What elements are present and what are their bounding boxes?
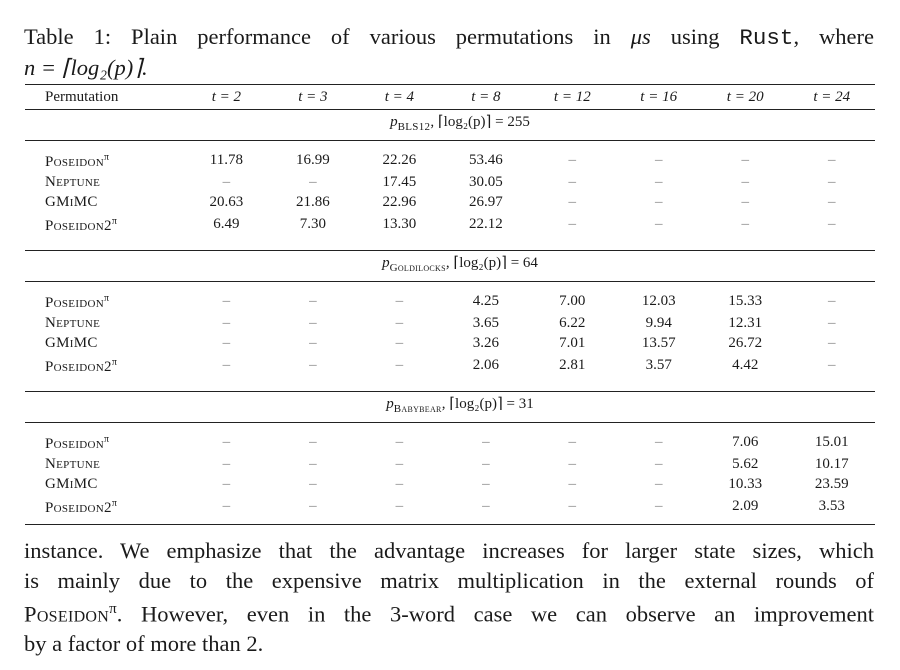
table-cell: – — [568, 152, 577, 168]
paragraph-line-1: instance. We emphasize that the advantage increases for larger state sizes, which — [24, 538, 874, 563]
table-cell: 7.30 — [299, 216, 327, 232]
table-cell: – — [309, 315, 317, 331]
table-cell: – — [568, 216, 577, 232]
row-label — [25, 212, 183, 236]
permutation-name: GMiMC — [45, 194, 98, 210]
table-cell: – — [741, 216, 749, 232]
permutation-name: Poseidon — [45, 295, 105, 311]
table-cell: – — [741, 174, 749, 190]
spacer-row — [25, 423, 875, 431]
table-cell: 22.26 — [382, 152, 417, 168]
table-cell: 3.26 — [472, 335, 500, 351]
section-header-row — [25, 251, 875, 282]
table-cell: 7.06 — [732, 434, 759, 450]
table-cell: – — [568, 498, 577, 514]
pi-superscript: π — [111, 216, 117, 227]
caption-rust: Rust — [739, 25, 794, 51]
table-cell: – — [395, 456, 404, 472]
table-cell: – — [222, 315, 231, 331]
header-t4: t = 4 — [356, 85, 443, 110]
table-cell: – — [309, 434, 317, 450]
table-cell: – — [568, 174, 577, 190]
header-t2: t = 2 — [183, 85, 270, 110]
table-cell: 10.17 — [814, 456, 849, 472]
table-cell: 12.31 — [728, 315, 763, 331]
row-label — [25, 289, 183, 313]
permutation-name: Neptune — [45, 315, 101, 331]
table-cell: – — [827, 194, 836, 210]
table-cell: – — [395, 293, 404, 309]
table-cell: – — [395, 498, 404, 514]
table-cell: – — [222, 476, 231, 492]
table-cell: – — [309, 357, 317, 373]
table-cell: 4.42 — [732, 357, 759, 373]
header-t16: t = 16 — [615, 85, 702, 110]
table-row — [25, 212, 875, 236]
table-cell: 13.57 — [641, 335, 676, 351]
table-cell: – — [827, 315, 836, 331]
row-label — [25, 172, 183, 192]
table-cell: – — [309, 456, 317, 472]
table-cell: – — [827, 174, 836, 190]
table-row — [25, 474, 875, 494]
caption-line-1 — [24, 22, 874, 53]
paragraph-line-4: by a factor of more than 2. — [24, 631, 264, 656]
table-cell: – — [395, 476, 404, 492]
table-cell: – — [568, 456, 577, 472]
separator-row — [25, 518, 875, 525]
table-cell: – — [654, 456, 663, 472]
table-cell: – — [222, 357, 231, 373]
table-cell: – — [222, 335, 231, 351]
table-cell: – — [395, 434, 404, 450]
row-label — [25, 353, 183, 377]
table-caption — [24, 22, 874, 82]
table-cell: – — [309, 174, 317, 190]
table-cell: – — [741, 194, 749, 210]
caption-text-middle: using — [650, 24, 740, 49]
paragraph-line-2: is mainly due to the expensive matrix multiplication in the external rounds of — [24, 567, 874, 593]
caption-text: Table 1: Plain performance of various permutations in — [24, 24, 631, 49]
permutation-name: Poseidon2 — [45, 218, 112, 234]
caption-unit: μs — [630, 24, 651, 49]
paragraph-line-3-rest: . However, even in the 3-word case we can observe an improvement — [116, 601, 874, 627]
row-label — [25, 474, 183, 494]
section-header-row — [25, 110, 875, 141]
table-cell: – — [568, 476, 577, 492]
table-cell: – — [741, 152, 749, 168]
table-cell: 7.01 — [559, 335, 586, 351]
table-cell: – — [827, 216, 836, 232]
table-row — [25, 192, 875, 212]
row-label — [25, 192, 183, 212]
permutation-name: GMiMC — [45, 335, 98, 351]
row-label — [25, 430, 183, 454]
performance-table — [25, 84, 875, 525]
table-cell: – — [395, 357, 404, 373]
table-row — [25, 289, 875, 313]
table-cell: – — [482, 434, 490, 450]
table-cell: 30.05 — [469, 174, 503, 190]
table-row — [25, 454, 875, 474]
table-cell: 3.57 — [645, 357, 672, 373]
pi-superscript: π — [104, 293, 110, 304]
header-permutation: Permutation — [25, 85, 183, 110]
section-header-row — [25, 392, 875, 423]
table-cell: – — [395, 315, 404, 331]
table-cell: – — [654, 152, 663, 168]
table-cell: – — [222, 293, 231, 309]
pi-superscript: π — [111, 498, 117, 509]
caption-text-after: , where — [793, 24, 874, 49]
permutation-name: Poseidon2 — [45, 500, 112, 516]
table-cell: – — [654, 174, 663, 190]
table-cell: 12.03 — [641, 293, 676, 309]
row-label — [25, 333, 183, 353]
permutation-name: Neptune — [45, 174, 101, 190]
table-cell: – — [827, 335, 836, 351]
table-row — [25, 172, 875, 192]
table-cell: 5.62 — [732, 456, 759, 472]
table-cell: – — [568, 434, 577, 450]
table-cell: 6.22 — [559, 315, 586, 331]
table-cell: – — [827, 357, 836, 373]
permutation-name: Poseidon — [45, 154, 105, 170]
separator-row — [25, 377, 875, 392]
table-row — [25, 494, 875, 518]
table-cell: 26.97 — [469, 194, 503, 210]
row-label — [25, 454, 183, 474]
table-cell: 21.86 — [296, 194, 330, 210]
table-cell: 22.96 — [382, 194, 417, 210]
table-cell: – — [568, 194, 577, 210]
table-cell: 15.33 — [728, 293, 763, 309]
permutation-name: Poseidon — [45, 436, 105, 452]
table-cell: 11.78 — [209, 152, 243, 168]
table-cell: – — [654, 194, 663, 210]
pi-superscript: π — [104, 434, 110, 445]
table-cell: – — [309, 293, 317, 309]
table-cell: 4.25 — [472, 293, 500, 309]
table-cell: – — [222, 498, 231, 514]
table-cell: – — [827, 293, 836, 309]
table-row — [25, 333, 875, 353]
table-cell: 7.00 — [559, 293, 586, 309]
table-cell: 2.81 — [559, 357, 586, 373]
row-label — [25, 494, 183, 518]
table-cell: 6.49 — [213, 216, 240, 232]
table-cell: – — [482, 476, 490, 492]
pi-superscript: π — [111, 357, 117, 368]
table-body — [25, 110, 875, 525]
table-row — [25, 430, 875, 454]
table-row — [25, 148, 875, 172]
table-cell: 23.59 — [814, 476, 849, 492]
table-cell: – — [309, 335, 317, 351]
table-cell: – — [309, 498, 317, 514]
header-t20: t = 20 — [702, 85, 789, 110]
row-label — [25, 148, 183, 172]
poseidon-name: Poseidon — [24, 601, 110, 627]
table-cell: 20.63 — [209, 194, 244, 210]
permutation-name: GMiMC — [45, 476, 98, 492]
permutation-name: Neptune — [45, 456, 101, 472]
table-row — [25, 353, 875, 377]
separator-row — [25, 236, 875, 251]
table-row — [25, 313, 875, 333]
table-cell: 9.94 — [645, 315, 672, 331]
table-cell: – — [827, 152, 836, 168]
table-cell: – — [654, 498, 663, 514]
table-cell: 17.45 — [382, 174, 417, 190]
body-paragraph — [24, 536, 874, 659]
pi-superscript: π — [109, 601, 117, 617]
spacer-row — [25, 282, 875, 290]
paragraph-line-3 — [24, 595, 874, 629]
table-cell: 2.09 — [732, 498, 759, 514]
permutation-name: Poseidon2 — [45, 359, 112, 375]
table-cell: 16.99 — [296, 152, 330, 168]
section-label: $p_{Goldilocks}$, ⌈log₂(p)⌉ = 64 — [25, 251, 875, 282]
table-cell: – — [654, 216, 663, 232]
section-label: $p_{BLS12}$, ⌈log₂(p)⌉ = 255 — [25, 110, 875, 141]
table-cell: – — [222, 434, 231, 450]
caption-line-2: n = ⌈log₂(p)⌉. — [24, 55, 148, 80]
table-cell: – — [654, 476, 663, 492]
table-cell: – — [654, 434, 663, 450]
table-cell: 26.72 — [728, 335, 763, 351]
table-cell: – — [222, 456, 231, 472]
table-cell: 10.33 — [728, 476, 763, 492]
table-cell: – — [482, 498, 490, 514]
table-header-row — [25, 85, 875, 110]
table-cell: 53.46 — [469, 152, 503, 168]
table-cell: 2.06 — [472, 357, 500, 373]
table-cell: 15.01 — [814, 434, 849, 450]
table-cell: 3.65 — [472, 315, 500, 331]
table-cell: – — [309, 476, 317, 492]
table-cell: 22.12 — [469, 216, 503, 232]
table-cell: – — [222, 174, 231, 190]
row-label — [25, 313, 183, 333]
section-label: $p_{Babybear}$, ⌈log₂(p)⌉ = 31 — [25, 392, 875, 423]
table-cell: 13.30 — [382, 216, 417, 232]
header-t8: t = 8 — [443, 85, 530, 110]
header-t24: t = 24 — [788, 85, 875, 110]
table-cell: 3.53 — [818, 498, 845, 514]
spacer-row — [25, 141, 875, 149]
header-t12: t = 12 — [529, 85, 615, 110]
table-cell: – — [482, 456, 490, 472]
table-cell: – — [395, 335, 404, 351]
pi-superscript: π — [104, 152, 110, 163]
header-t3: t = 3 — [270, 85, 357, 110]
